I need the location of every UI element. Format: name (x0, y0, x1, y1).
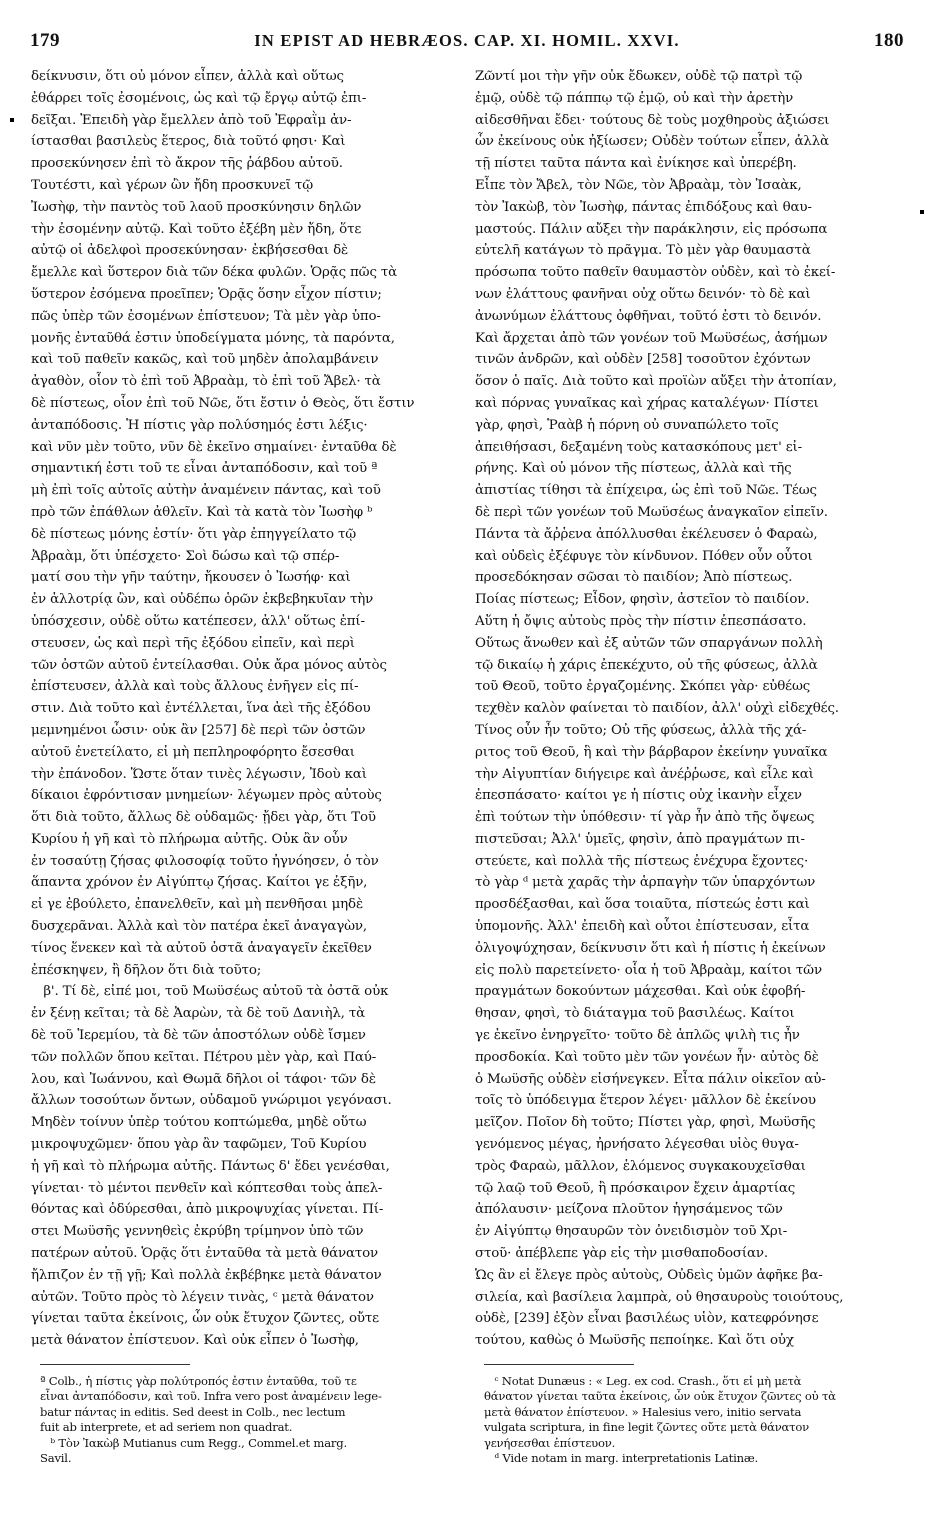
margin-mark (920, 210, 924, 214)
right-footnotes: ᶜ Notat Dunæus : « Leg. ex cod. Crash., ὅτι εἰ μὴ μετὰ θάνατον γίνεται ταῦτα ἐκείνοις, ὧν οὐκ ἔτυχον ζῶντες οὐ τὰ μετὰ θάνατον ἐπίστευον. » Halesius vero, initio servata vulgata scriptura, in fine legit ζῶντες οὔτε μετὰ θάνατον γενήσεσθαι ἐπίστευον. ᵈ Vide notam in marg. interpretationis Latinæ. (484, 1374, 836, 1466)
right-column (475, 66, 905, 1349)
running-title: IN EPIST AD HEBRÆOS. CAP. XI. HOMIL. XXVI. (254, 31, 680, 50)
left-footnote-rule (40, 1364, 190, 1365)
right-column-text: Ζῶντί μοι τὴν γῆν οὐκ ἔδωκεν, οὐδὲ τῷ πατρὶ τῷ ἐμῷ, οὐδὲ τῷ πάππῳ τῷ ἐμῷ, οὐ καὶ τὴν ἀρετὴν αἰδεσθῆναι ἔδει· τούτους δὲ τοὺς μοχθηροὺς ἀξιώσει ὧν ἐκείνους οὐκ ἠξίωσεν; Οὐδὲν τούτων εἶπεν, ἀλλὰ τῇ πίστει ταῦτα πάντα καὶ ἐνίκησε καὶ ὑπερέβη. Εἶπε τὸν Ἄβελ, τὸν Νῶε, τὸν Ἀβραὰμ, τὸν Ἰσαὰκ, τὸν Ἰακὼβ, τὸν Ἰωσὴφ, πάντας ἐπιδόξους καὶ θαυ- μαστούς. Πάλιν αὔξει τὴν παράκλησιν, εἰς πρόσωπα εὐτελῆ κατάγων τὸ πρᾶγμα. Τὸ μὲν γὰρ θαυμαστὰ πρόσωπα τοῦτο παθεῖν θαυμαστὸν οὐδὲν, καὶ τὸ ἐκεί- νων ἐλάττους φανῆναι οὐχ οὕτω δεινόν· τὸ δὲ καὶ ἀνωνύμων ἐλάττους ὀφθῆναι, τοῦτό ἐστι τὸ δεινόν. Καὶ ἄρχεται ἀπὸ τῶν γονέων τοῦ Μωϋσέως, ἀσήμων τινῶν ἀνδρῶν, καὶ οὐδὲν [258] τοσοῦτον ἐχόντων ὅσον ὁ παῖς. Διὰ τοῦτο καὶ προϊὼν αὔξει τὴν ἀτοπίαν, καὶ πόρνας γυναῖκας καὶ χήρας καταλέγων· Πίστει γὰρ, φησὶ, Ῥαὰβ ἡ πόρνη οὐ συναπώλετο τοῖς ἀπειθήσασι, δεξαμένη τοὺς κατασκόπους μετ' εἰ- ρήνης. Καὶ οὐ μόνον τῆς πίστεως, ἀλλὰ καὶ τῆς ἀπιστίας τίθησι τὰ ἐπίχειρα, ὡς ἐπὶ τοῦ Νῶε. Τέως δὲ περὶ τῶν γονέων τοῦ Μωϋσέως ἀναγκαῖον εἰπεῖν. Πάντα τὰ ἄῤῥενα ἀπόλλυσθαι ἐκέλευσεν ὁ Φαραὼ, καὶ οὐδεὶς ἐξέφυγε τὸν κίνδυνον. Πόθεν οὖν οὗτοι προσεδόκησαν σῶσαι τὸ παιδίον; Ἀπὸ πίστεως. Ποίας πίστεως; Εἶδον, φησὶν, ἀστεῖον τὸ παιδίον. Αὕτη ἡ ὄψις αὐτοὺς πρὸς τὴν πίστιν ἐπεσπάσατο. Οὕτως ἄνωθεν καὶ ἐξ αὐτῶν τῶν σπαργάνων πολλὴ τῷ δικαίῳ ἡ χάρις ἐπεκέχυτο, οὐ τῆς φύσεως, ἀλλὰ τοῦ Θεοῦ, τοῦτο ἐργαζομένης. Σκόπει γὰρ· εὐθέως τεχθὲν καλὸν φαίνεται τὸ παιδίον, ἀλλ' οὐχὶ εἰδεχθές. Τίνος οὖν ἦν τοῦτο; Οὐ τῆς φύσεως, ἀλλὰ τῆς χά- ριτος τοῦ Θεοῦ, ἣ καὶ τὴν βάρβαρον ἐκείνην γυναῖκα τὴν Αἰγυπτίαν διήγειρε καὶ ἀνέῤῥωσε, καὶ εἷλε καὶ ἐπεσπάσατο· καίτοι γε ἡ πίστις οὐχ ἱκανὴν εἶχεν ἐπὶ τούτων τὴν ὑπόθεσιν· τί γὰρ ἦν ἀπὸ τῆς ὄψεως πιστεῦσαι; Ἀλλ' ὑμεῖς, φησὶν, ἀπὸ πραγμάτων πι- στεύετε, καὶ πολλὰ τῆς πίστεως ἐνέχυρα ἔχοντες· τὸ γὰρ ᵈ μετὰ χαρᾶς τὴν ἁρπαγὴν τῶν ὑπαρχόντων προσδέξασθαι, καὶ ὅσα τοιαῦτα, πίστεώς ἐστι καὶ ὑπομονῆς. Ἀλλ' ἐπειδὴ καὶ οὗτοι ἐπίστευσαν, εἶτα ὀλιγοψύχησαν, δείκνυσιν ὅτι καὶ ἡ πίστις ἡ ἐκείνων εἰς πολὺ παρετείνετο· οἷα ἡ τοῦ Ἀβραὰμ, καίτοι τῶν πραγμάτων δοκούντων μάχεσθαι. Καὶ οὐκ ἐφοβή- θησαν, φησὶ, τὸ διάταγμα τοῦ βασιλέως. Καίτοι γε ἐκεῖνο ἐνηργεῖτο· τοῦτο δὲ ἁπλῶς ψιλὴ τις ἦν προσδοκία. Καὶ τοῦτο μὲν τῶν γονέων ἦν· αὐτὸς δὲ ὁ Μωϋσῆς οὐδὲν εἰσήνεγκεν. Εἶτα πάλιν οἰκεῖον αὐ- τοῖς τὸ ὑπόδειγμα ἕτερον λέγει· μᾶλλον δὲ ἐκείνου μεῖζον. Ποῖον δὴ τοῦτο; Πίστει γὰρ, φησὶ, Μωϋσῆς γενόμενος μέγας, ἠρνήσατο λέγεσθαι υἱὸς θυγα- τρὸς Φαραὼ, μᾶλλον, ἑλόμενος συγκακουχεῖσθαι τῷ λαῷ τοῦ Θεοῦ, ἢ πρόσκαιρον ἔχειν ἁμαρτίας ἀπόλαυσιν· μείζονα πλοῦτον ἡγησάμενος τῶν ἐν Αἰγύπτῳ θησαυρῶν τὸν ὀνειδισμὸν τοῦ Χρι- στοῦ· ἀπέβλεπε γὰρ εἰς τὴν μισθαποδοσίαν. Ὡς ἂν εἰ ἔλεγε πρὸς αὐτοὺς, Οὐδεὶς ὑμῶν ἀφῆκε βα- σιλεία, καὶ βασίλεια λαμπρὰ, οὐ θησαυροὺς τοιούτους, οὐδὲ, [239] ἐξὸν εἶναι βασιλέως υἱὸν, κατεφρόνησε τούτου, καθὼς ὁ Μωϋσῆς πεποίηκε. Καὶ ὅτι οὐχ (475, 69, 844, 1349)
right-footnote-rule (484, 1364, 634, 1365)
left-column (31, 66, 459, 1349)
margin-mark (10, 118, 14, 122)
left-column-text: δείκνυσιν, ὅτι οὐ μόνον εἶπεν, ἀλλὰ καὶ οὕτως ἐθάρρει τοῖς ἐσομένοις, ὡς καὶ τῷ ἔργῳ αὐτῷ ἐπι- δεῖξαι. Ἐπειδὴ γὰρ ἔμελλεν ἀπὸ τοῦ Ἐφραῒμ ἀν- ίστασθαι βασιλεὺς ἕτερος, διὰ τοῦτό φησι· Καὶ προσεκύνησεν ἐπὶ τὸ ἄκρον τῆς ῥάβδου αὐτοῦ. Τουτέστι, καὶ γέρων ὢν ἤδη προσκυνεῖ τῷ Ἰωσὴφ, τὴν παντὸς τοῦ λαοῦ προσκύνησιν δηλῶν τὴν ἐσομένην αὐτῷ. Καὶ τοῦτο ἐξέβη μὲν ἤδη, ὅτε αὐτῷ οἱ ἀδελφοὶ προσεκύνησαν· ἐκβήσεσθαι δὲ ἔμελλε καὶ ὕστερον διὰ τῶν δέκα φυλῶν. Ὁρᾷς πῶς τὰ ὕστερον ἐσόμενα προεῖπεν; Ὁρᾷς ὅσην εἶχον πίστιν; πῶς ὑπὲρ τῶν ἐσομένων ἐπίστευον; Τὰ μὲν γὰρ ὑπο- μονῆς ἐνταῦθά ἐστιν ὑποδείγματα μόνης, τὰ παρόντα, καὶ τοῦ παθεῖν κακῶς, καὶ τοῦ μηδὲν ἀπολαμβάνειν ἀγαθὸν, οἷον τὸ ἐπὶ τοῦ Ἀβραὰμ, τὸ ἐπὶ τοῦ Ἄβελ· τὰ δὲ πίστεως, οἷον ἐπὶ τοῦ Νῶε, ὅτι ἔστιν ὁ Θεὸς, ὅτι ἔστιν ἀνταπόδοσις. Ἡ πίστις γὰρ πολύσημός ἐστι λέξις· καὶ νῦν μὲν τοῦτο, νῦν δὲ ἐκεῖνο σημαίνει· ἐνταῦθα δὲ σημαντική ἐστι τοῦ τε εἶναι ἀνταπόδοσιν, καὶ τοῦ ª μὴ ἐπὶ τοῖς αὐτοῖς αὐτὴν ἀναμένειν πάντας, καὶ τοῦ πρὸ τῶν ἐπάθλων ἀθλεῖν. Καὶ τὰ κατὰ τὸν Ἰωσὴφ ᵇ δὲ πίστεως μόνης ἐστίν· ὅτι γὰρ ἐπηγγείλατο τῷ Ἀβραὰμ, ὅτι ὑπέσχετο· Σοὶ δώσω καὶ τῷ σπέρ- ματί σου τὴν γῆν ταύτην, ἤκουσεν ὁ Ἰωσήφ· καὶ ἐν ἀλλοτρίᾳ ὢν, καὶ οὐδέπω ὁρῶν ἐκβεβηκυῖαν τὴν ὑπόσχεσιν, οὐδὲ οὕτω κατέπεσεν, ἀλλ' οὕτως ἐπί- στευσεν, ὡς καὶ περὶ τῆς ἐξόδου εἰπεῖν, καὶ περὶ τῶν ὀστῶν αὐτοῦ ἐντείλασθαι. Οὐκ ἄρα μόνος αὐτὸς ἐπίστευσεν, ἀλλὰ καὶ τοὺς ἄλλους ἐνῆγεν εἰς πί- στιν. Διὰ τοῦτο καὶ ἐντέλλεται, ἵνα ἀεὶ τῆς ἐξόδου μεμνημένοι ὦσιν· οὐκ ἂν [257] δὲ περὶ τῶν ὀστῶν αὐτοῦ ἐνετείλατο, εἰ μὴ πεπληροφόρητο ἔσεσθαι τὴν ἐπάνοδον. Ὥστε ὅταν τινὲς λέγωσιν, Ἰδοὺ καὶ δίκαιοι ἐφρόντισαν μνημείων· λέγωμεν πρὸς αὐτοὺς ὅτι διὰ τοῦτο, ἄλλως δὲ οὐδαμῶς· ᾔδει γὰρ, ὅτι Τοῦ Κυρίου ἡ γῆ καὶ τὸ πλήρωμα αὐτῆς. Οὐκ ἂν οὖν ἐν τοσαύτῃ ζήσας φιλοσοφίᾳ τοῦτο ἠγνόησεν, ὁ τὸν ἅπαντα χρόνον ἐν Αἰγύπτῳ ζήσας. Καίτοι γε ἐξῆν, εἰ γε ἐβούλετο, ἐπανελθεῖν, καὶ μὴ πενθῆσαι μηδὲ δυσχερᾶναι. Ἀλλὰ καὶ τὸν πατέρα ἐκεῖ ἀναγαγὼν, τίνος ἕνεκεν καὶ τὰ αὐτοῦ ὀστᾶ ἀναγαγεῖν ἐκεῖθεν ἐπέσκηψεν, ἢ δῆλον ὅτι διὰ τοῦτο; β'. Τί δὲ, εἰπέ μοι, τοῦ Μωϋσέως αὐτοῦ τὰ ὀστᾶ οὐκ ἐν ξένῃ κεῖται; τὰ δὲ Ἀαρὼν, τὰ δὲ τοῦ Δανιὴλ, τὰ δὲ τοῦ Ἱερεμίου, τὰ δὲ τῶν ἀποστόλων οὐδὲ ἴσμεν τῶν πολλῶν ὅπου κεῖται. Πέτρου μὲν γὰρ, καὶ Παύ- λου, καὶ Ἰωάννου, καὶ Θωμᾶ δῆλοι οἱ τάφοι· τῶν δὲ ἄλλων τοσούτων ὄντων, οὐδαμοῦ γνώριμοι γεγόνασι. Μηδὲν τοίνυν ὑπὲρ τούτου κοπτώμεθα, μηδὲ οὕτω μικροψυχῶμεν· ὅπου γὰρ ἂν ταφῶμεν, Τοῦ Κυρίου ἡ γῆ καὶ τὸ πλήρωμα αὐτῆς. Πάντως δ' ἔδει γενέσθαι, γίνεται· τὸ μέντοι πενθεῖν καὶ κόπτεσθαι τοὺς ἀπελ- θόντας καὶ ὀδύρεσθαι, ἀπὸ μικροψυχίας γίνεται. Πί- στει Μωϋσῆς γεννηθεὶς ἐκρύβη τρίμηνον ὑπὸ τῶν πατέρων αὐτοῦ. Ὁρᾷς ὅτι ἐνταῦθα τὰ μετὰ θάνατον ἤλπιζον ἐν τῇ γῇ; Καὶ πολλὰ ἐκβέβηκε μετὰ θάνατον αὐτῶν. Τοῦτο πρὸς τὸ λέγειν τινὰς, ᶜ μετὰ θάνατον γίνεται ταῦτα ἐκείνοις, ὧν οὐκ ἔτυχον ζῶντες, οὔτε μετὰ θάνατον ἐπίστευον. Καὶ οὐκ εἶπεν ὁ Ἰωσὴφ, (31, 69, 415, 1349)
running-header (30, 30, 904, 56)
left-page-number: 179 (30, 30, 60, 51)
left-footnotes: ª Colb., ἡ πίστις γὰρ πολύτροπός ἐστιν ἐνταῦθα, τοῦ τε εἶναι ἀνταπόδοσιν, καὶ τοῦ. Infra vero post ἀναμένειν lege- batur πάντας in editis. Sed deest in Colb., nec lectum fuit ab interprete, et ad seriem non quadrat. ᵇ Τὸν Ἰακὼβ Mutianus cum Regg., Commel.et marg. Savil. (40, 1374, 382, 1466)
right-page-number: 180 (873, 30, 904, 51)
